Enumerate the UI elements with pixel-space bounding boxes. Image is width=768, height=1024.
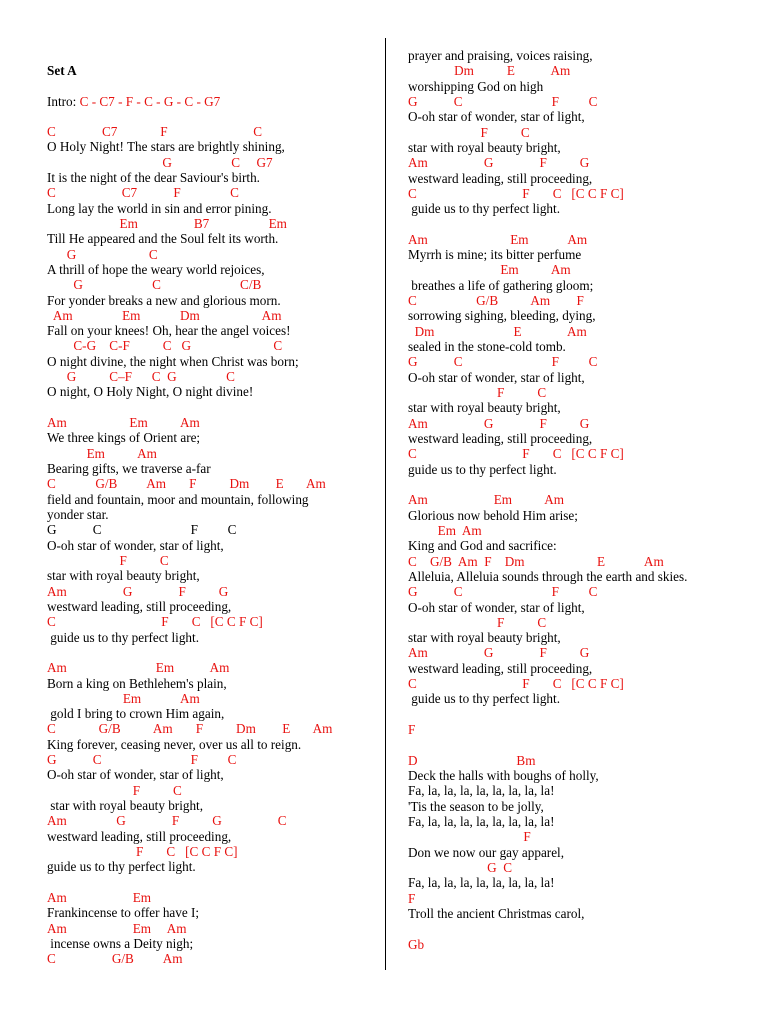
lyric-line: It is the night of the dear Saviour's birth. <box>47 169 260 185</box>
lyric-line: King forever, ceasing never, over us all to reign. <box>47 736 302 752</box>
lyric-line: star with royal beauty bright, <box>408 400 561 416</box>
chord-line: F <box>408 722 416 738</box>
chord-line: Am Em Am <box>408 231 588 247</box>
chord-line: G C <box>47 246 158 262</box>
chord-line: Em Am <box>47 690 200 706</box>
lyric-line: guide us to thy perfect light. <box>47 859 196 875</box>
chord-line: Em Am <box>408 522 482 538</box>
lyric-line: Troll the ancient Christmas carol, <box>408 905 585 921</box>
lyric-line: Fa, la, la, la, la, la, la, la, la! <box>408 783 555 799</box>
chord-line: C G/B Am F Dm E Am <box>47 721 333 737</box>
lyric-line: For yonder breaks a new and glorious morn. <box>47 292 281 308</box>
chord-line: Am Em <box>47 890 152 905</box>
chord-line: C F C [C C F C] <box>408 446 624 462</box>
chord-line: D Bm <box>408 752 536 768</box>
chord-line: Dm E Am <box>408 323 587 339</box>
lyric-line: Fa, la, la, la, la, la, la, la, la! <box>408 875 555 891</box>
chord-line: C G/B Am F <box>408 293 584 309</box>
lyric-line: O-oh star of wonder, star of light, <box>408 369 585 385</box>
chord-line: Dm E Am <box>408 63 571 79</box>
lyric-line: O Holy Night! The stars are brightly shining, <box>47 139 285 155</box>
chord-line: C F C [C C F C] <box>408 676 624 692</box>
chord-line: F C [C C F C] <box>47 844 238 860</box>
chord-line: Am G F G <box>408 645 590 661</box>
chord-line: C F C [C C F C] <box>408 185 624 201</box>
chord-line: C-G C-F C G C <box>47 338 283 354</box>
lyric-line: 'Tis the season to be jolly, <box>408 798 544 814</box>
chord-line: G C F C <box>408 93 598 109</box>
chord-line: G C F C <box>408 584 598 600</box>
chord-line: C G/B Am F Dm E Am <box>47 476 326 492</box>
chord-line: Gb <box>408 936 425 952</box>
lyric-line: A thrill of hope the weary world rejoices, <box>47 261 265 277</box>
lyric-line: Don we now our gay apparel, <box>408 844 565 860</box>
lyric-line: westward leading, still proceeding, <box>47 598 232 614</box>
lyric-line: King and God and sacrifice: <box>408 538 557 554</box>
chord-line: C G/B Am <box>47 951 183 967</box>
lyric-line: Till He appeared and the Soul felt its worth. <box>47 231 279 247</box>
lyric-line: incense owns a Deity nigh; <box>47 935 194 951</box>
lyric-line: field and fountain, moor and mountain, following <box>47 491 309 507</box>
lyric-line: star with royal beauty bright, <box>47 568 200 584</box>
lyric-line: Myrrh is mine; its bitter perfume <box>408 247 582 263</box>
lyric-line: westward leading, still proceeding, <box>408 170 593 186</box>
lyric-line: O night, O Holy Night, O night divine! <box>47 384 254 400</box>
chord-line: F C <box>47 782 182 798</box>
lyric-line: prayer and praising, voices raising, <box>408 48 593 63</box>
lyric-line: westward leading, still proceeding, <box>408 431 593 446</box>
lyric-line: star with royal beauty bright, <box>408 630 561 646</box>
lyric-line: O-oh star of wonder, star of light, <box>408 109 585 125</box>
chord-line: F <box>408 890 416 906</box>
chord-line: Em B7 Em <box>47 215 287 231</box>
chord-line: C C7 F C <box>47 185 239 201</box>
chord-line: C G/B Am F Dm E Am <box>408 553 664 569</box>
chord-line: C C7 F C <box>47 124 263 139</box>
lyric-line: Glorious now behold Him arise; <box>408 507 578 523</box>
lyric-line: star with royal beauty bright, <box>408 139 561 155</box>
lyric-line: guide us to thy perfect light. <box>47 629 199 645</box>
lyric-line: star with royal beauty bright, <box>47 798 204 814</box>
lyric-line: sealed in the stone-cold tomb. <box>408 339 566 355</box>
lyric-line: Alleluia, Alleluia sounds through the earth and skies. <box>408 568 688 584</box>
chord-line: Em Am <box>408 262 571 278</box>
lyric-line: worshipping God on high <box>408 78 544 94</box>
lyric-line: O night divine, the night when Christ was born; <box>47 353 299 369</box>
chord-line: G C F C <box>47 752 237 768</box>
chord-line: Am Em Am <box>47 660 230 676</box>
lyric-line: westward leading, still proceeding, <box>408 660 593 676</box>
column-divider <box>385 38 386 970</box>
chord-line: Am Em Am <box>408 492 565 508</box>
chord-line: G C–F C G C <box>47 369 235 385</box>
chord-line: F C <box>408 614 547 630</box>
lyric-line: breathes a life of gathering gloom; <box>408 277 594 293</box>
chord-line: G C G7 <box>47 154 273 170</box>
chord-line: Am G F G <box>408 155 590 171</box>
lyric-line: guide us to thy perfect light. <box>408 691 560 707</box>
chord-line: C F C [C C F C] <box>47 614 263 630</box>
lyric-line: westward leading, still proceeding, <box>47 828 232 844</box>
chord-line: F C <box>408 385 547 401</box>
chord-line: Am Em Am <box>47 920 187 936</box>
chord-line: Am G F G C <box>47 813 287 829</box>
lyric-line: We three kings of Orient are; <box>47 430 201 446</box>
lyric-line: Long lay the world in sin and error pining. <box>47 200 272 216</box>
chord-line: Am Em Am <box>47 415 200 431</box>
lyric-line: yonder star. <box>47 507 109 522</box>
lyric-line: Born a king on Bethlehem's plain, <box>47 675 227 691</box>
chord-line: Am G F G <box>47 583 229 599</box>
set-title: Set A <box>47 63 77 78</box>
chord-line: G C C/B <box>47 277 262 293</box>
lyric-line: gold I bring to crown Him again, <box>47 706 225 722</box>
lyric-line: Deck the halls with boughs of holly, <box>408 768 599 784</box>
chord-line: F C <box>408 124 530 140</box>
lyric-line: O-oh star of wonder, star of light, <box>47 767 224 783</box>
chord-line: F <box>408 829 531 845</box>
intro-line <box>47 94 220 109</box>
lyric-line: guide us to thy perfect light. <box>408 461 557 477</box>
chord-line: Am G F G <box>408 415 590 431</box>
lyric-line: Bearing gifts, we traverse a-far <box>47 461 211 477</box>
chord-line: Am Em Dm Am <box>47 307 282 323</box>
lyric-line: guide us to thy perfect light. <box>408 201 560 217</box>
lyric-line: O-oh star of wonder, star of light, <box>408 599 585 615</box>
intro-label: Intro: <box>47 94 80 109</box>
intro-chords: C - C7 - F - C - G - C - G7 <box>79 94 221 109</box>
chord-line: G C <box>408 859 513 875</box>
lyric-line: Fa, la, la, la, la, la, la, la, la! <box>408 814 555 829</box>
lyric-line: Frankincense to offer have I; <box>47 905 200 921</box>
chord-line: G C F C <box>408 354 598 370</box>
lyric-line: O-oh star of wonder, star of light, <box>47 537 224 553</box>
chord-line: Em Am <box>47 445 157 461</box>
lyric-line: sorrowing sighing, bleeding, dying, <box>408 308 596 324</box>
lyric-line: Fall on your knees! Oh, hear the angel voices! <box>47 323 291 339</box>
chord-line: F C <box>47 552 169 568</box>
lyric-line: G C F C <box>47 522 237 538</box>
